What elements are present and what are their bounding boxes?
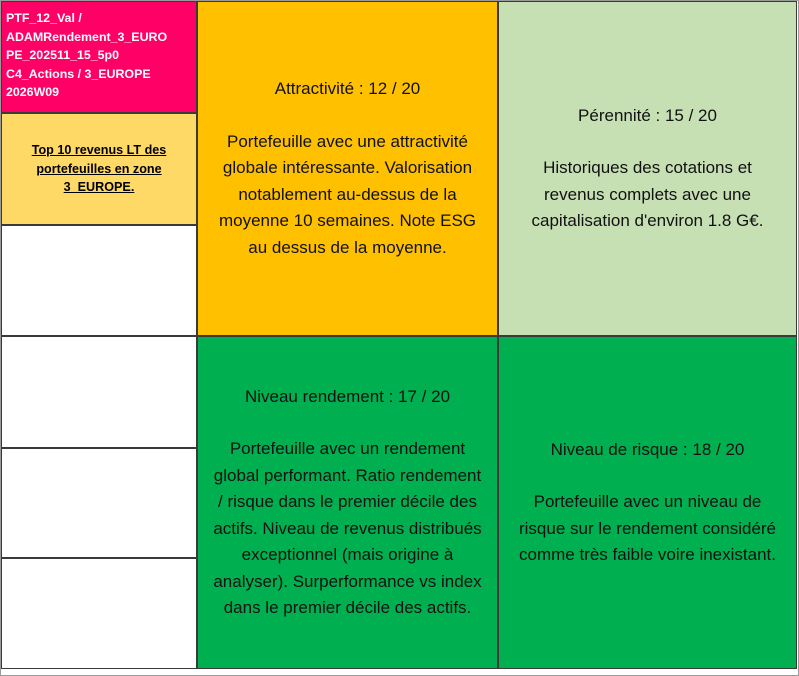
empty-cell — [1, 336, 197, 448]
portfolio-id-line: PTF_12_Val / — [6, 11, 82, 25]
rendement-panel — [197, 336, 498, 669]
risque-description: Portefeuille avec un niveau de risque sur le rendement considéré comme très faible voire inexistant. — [518, 492, 777, 564]
portfolio-id-line: 2026W09 — [6, 85, 60, 99]
portfolio-id-line: PE_202511_15_5p0 — [6, 48, 119, 62]
rendement-score: Niveau rendement : 17 / 20 — [244, 386, 451, 406]
empty-cell — [1, 225, 197, 336]
top-10-link[interactable]: Top 10 revenus LT des portefeuilles en zone 3_EUROPE. — [31, 143, 167, 195]
perennite-description: Historiques des cotations et revenus complets avec une capitalisation d'environ 1.8 G€. — [531, 158, 764, 230]
perennite-panel — [498, 1, 797, 336]
attractivite-panel — [197, 1, 498, 336]
portfolio-id-line: ADAMRendement_3_EURO — [6, 29, 168, 44]
empty-cell — [1, 558, 197, 669]
portfolio-id-line: C4_Actions / 3_EUROPE — [6, 66, 151, 81]
top-10-link-cell[interactable] — [1, 113, 197, 225]
attractivite-score: Attractivité : 12 / 20 — [274, 79, 421, 98]
empty-cell — [1, 448, 197, 558]
risque-panel — [498, 336, 797, 669]
portfolio-id-cell — [1, 1, 197, 113]
risque-score: Niveau de risque : 18 / 20 — [550, 439, 745, 459]
attractivite-description: Portefeuille avec une attractivité globale intéressante. Valorisation notablement au-dessus de la moyenne 10 semaines. Note ESG au dessus de la moyenne. — [218, 131, 477, 257]
perennite-score: Pérennité : 15 / 20 — [578, 105, 717, 125]
rendement-description: Portefeuille avec un rendement global performant. Ratio rendement / risque dans le premier décile des actifs. Niveau de revenus distribués exceptionnel (mais origine à analyser). Surperformance vs index dans le premier décile des actifs. — [213, 439, 482, 617]
